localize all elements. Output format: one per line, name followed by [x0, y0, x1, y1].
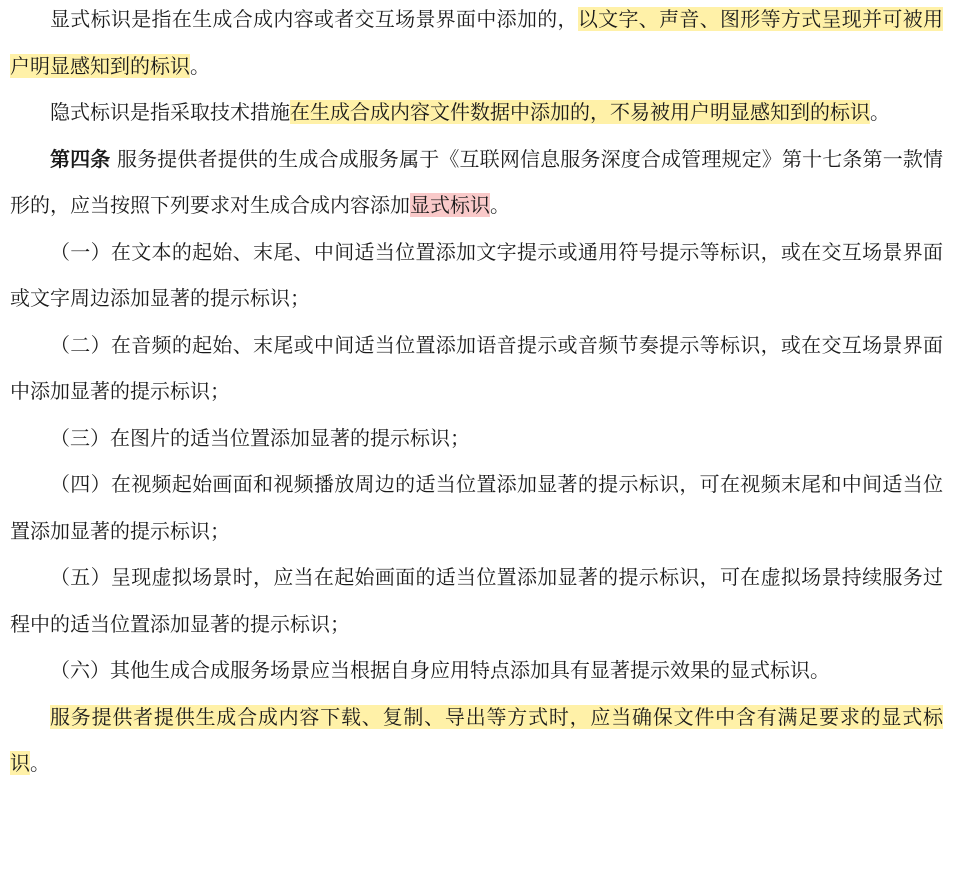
- paragraph-tail: 。: [30, 751, 50, 775]
- highlighted-text: 以文字、声音、图形等方式呈现并可被用户明显感知到的标识: [10, 7, 944, 78]
- list-item-1: （一）在文本的起始、末尾、中间适当位置添加文字提示或通用符号提示等标识，或在交互场景界面或文字周边添加显著的提示标识；: [10, 239, 943, 310]
- paragraph-download-requirement: [10, 694, 943, 787]
- highlighted-text: 服务提供者提供生成合成内容下载、复制、导出等方式时，应当确保文件中含有满足要求的显式标识: [10, 704, 943, 775]
- article-number: 第四条: [50, 146, 111, 171]
- paragraph-tail: 。: [490, 193, 510, 217]
- paragraph-tail: 。: [870, 100, 890, 124]
- paragraph-tail: 。: [190, 53, 210, 78]
- paragraph-text: 隐式标识是指采取技术措施: [50, 100, 290, 124]
- list-item-3: （三）在图片的适当位置添加显著的提示标识；: [50, 425, 470, 450]
- paragraph-article-four: [10, 136, 943, 229]
- paragraph-implicit-label-definition: [10, 89, 943, 136]
- list-item-4: （四）在视频起始画面和视频播放周边的适当位置添加显著的提示标识，可在视频末尾和中间适当位置添加显著的提示标识；: [10, 472, 943, 543]
- paragraph-text: 显式标识是指在生成合成内容或者交互场景界面中添加的，: [50, 7, 578, 31]
- list-item-2: （二）在音频的起始、末尾或中间适当位置添加语音提示或音频节奏提示等标识，或在交互场景界面中添加显著的提示标识；: [10, 332, 943, 403]
- highlighted-text-red: 显式标识: [410, 193, 490, 217]
- list-item-5: （五）呈现虚拟场景时，应当在起始画面的适当位置添加显著的提示标识，可在虚拟场景持续服务过程中的适当位置添加显著的提示标识；: [10, 565, 943, 636]
- paragraph-text: 服务提供者提供的生成合成服务属于《互联网信息服务深度合成管理规定》第十七条第一款情形的，应当按照下列要求对生成合成内容添加: [10, 146, 943, 217]
- list-item-6: （六）其他生成合成服务场景应当根据自身应用特点添加具有显著提示效果的显式标识。: [50, 658, 830, 682]
- paragraph-explicit-label-definition: [10, 0, 943, 89]
- highlighted-text: 在生成合成内容文件数据中添加的，不易被用户明显感知到的标识: [290, 100, 870, 124]
